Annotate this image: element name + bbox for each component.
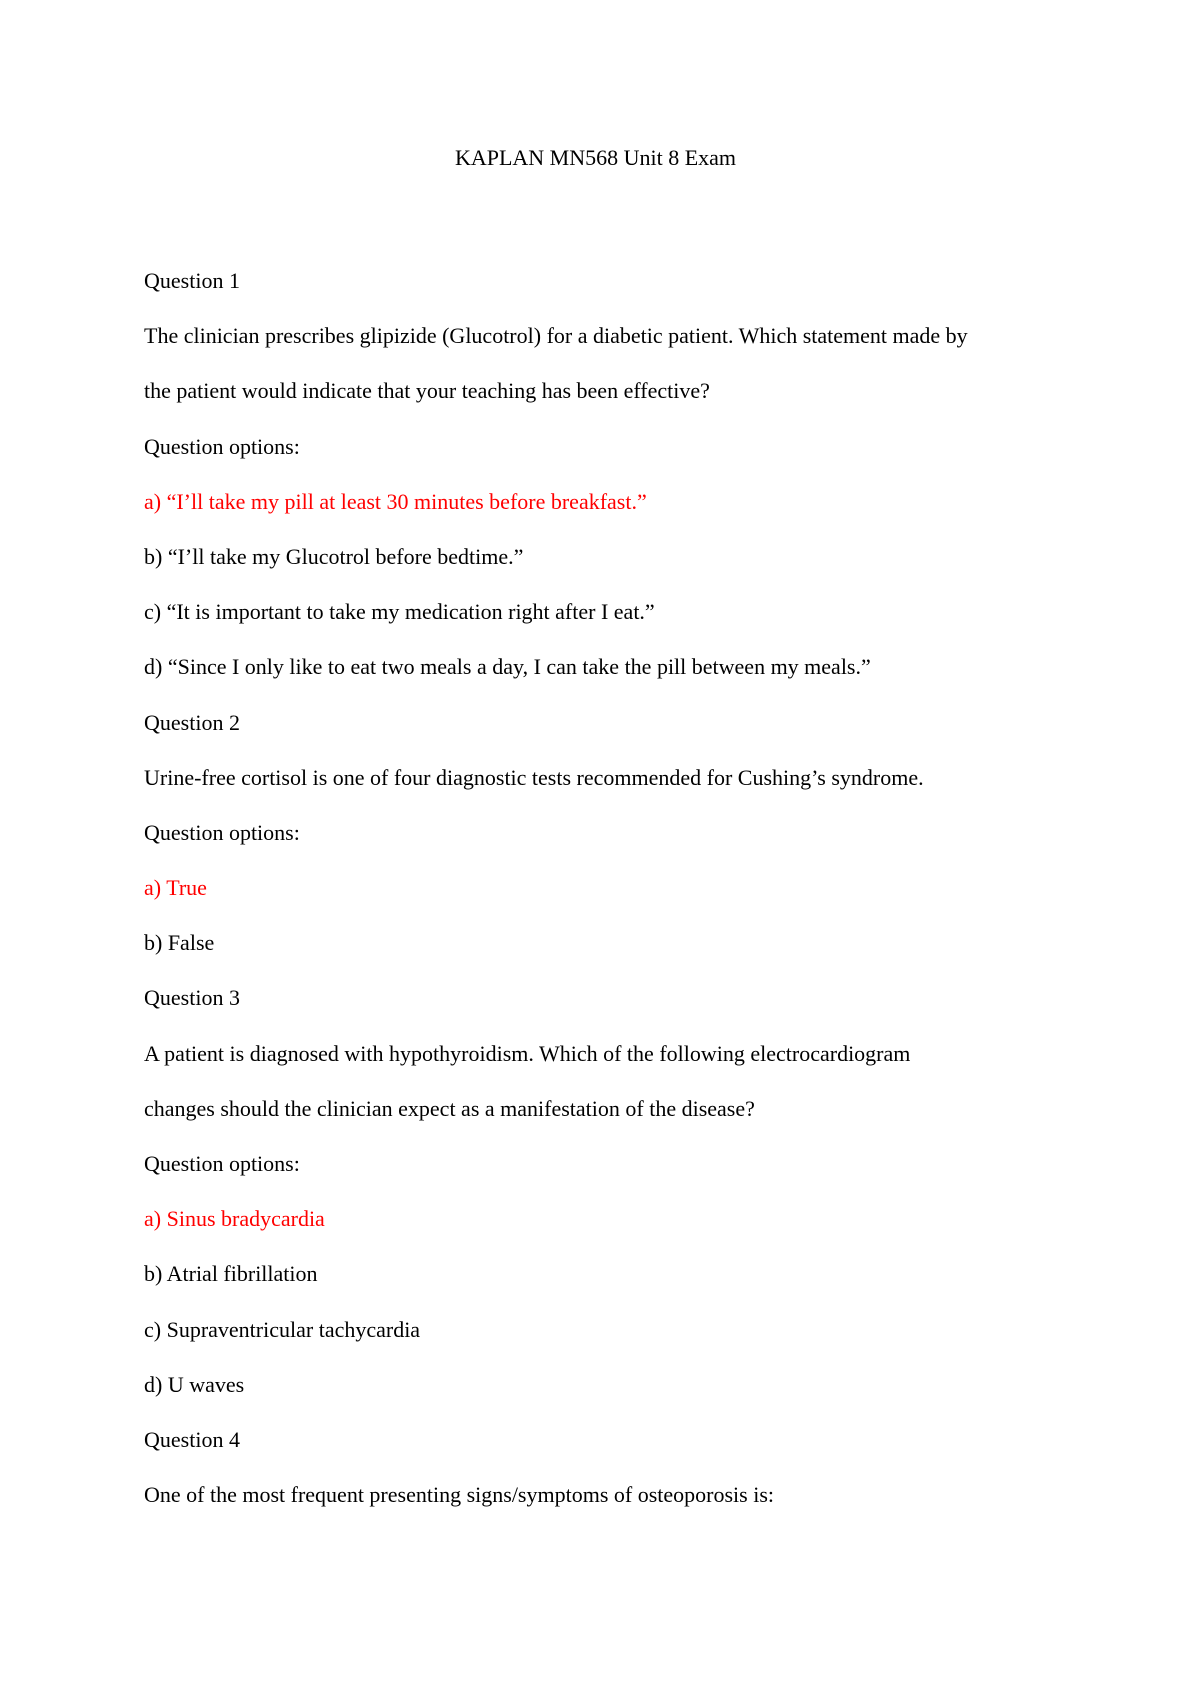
question-3-heading: Question 3 bbox=[144, 985, 240, 1011]
question-4-text-line-1: One of the most frequent presenting signs/symptoms of osteoporosis is: bbox=[144, 1482, 774, 1508]
question-3-option-a-highlighted: a) Sinus bradycardia bbox=[144, 1206, 325, 1232]
question-2-option-b: b) False bbox=[144, 930, 215, 956]
question-3-option-b: b) Atrial fibrillation bbox=[144, 1261, 318, 1287]
document-body bbox=[144, 253, 1049, 1522]
question-3-option-d: d) U waves bbox=[144, 1371, 245, 1397]
question-2-option-a-highlighted: a) True bbox=[144, 875, 207, 901]
question-3-text-line-2: changes should the clinician expect as a manifestation of the disease? bbox=[144, 1095, 755, 1121]
question-1-text-line-2: the patient would indicate that your teaching has been effective? bbox=[144, 378, 710, 404]
question-1-option-c: c) “It is important to take my medication right after I eat.” bbox=[144, 599, 655, 625]
question-4-heading: Question 4 bbox=[144, 1426, 240, 1452]
question-3-text-line-1: A patient is diagnosed with hypothyroidism. Which of the following electrocardiogram bbox=[144, 1040, 911, 1066]
question-3-option-c: c) Supraventricular tachycardia bbox=[144, 1316, 421, 1342]
question-3-options-label: Question options: bbox=[144, 1151, 300, 1176]
question-1-option-b: b) “I’ll take my Glucotrol before bedtime.” bbox=[144, 543, 524, 569]
page-title: KAPLAN MN568 Unit 8 Exam bbox=[454, 145, 737, 170]
question-1-option-d: d) “Since I only like to eat two meals a day, I can take the pill between my meals.” bbox=[144, 654, 871, 680]
question-1-heading: Question 1 bbox=[144, 268, 240, 293]
question-1-options-label: Question options: bbox=[144, 433, 300, 459]
question-1-option-a-highlighted: a) “I’ll take my pill at least 30 minutes before breakfast.” bbox=[144, 488, 647, 514]
question-1-text-line-1: The clinician prescribes glipizide (Glucotrol) for a diabetic patient. Which statement made by bbox=[144, 323, 968, 349]
question-2-options-label: Question options: bbox=[144, 819, 300, 845]
question-2-text-line-1: Urine-free cortisol is one of four diagnostic tests recommended for Cushing’s syndrome. bbox=[144, 764, 924, 790]
question-2-heading: Question 2 bbox=[144, 709, 240, 735]
